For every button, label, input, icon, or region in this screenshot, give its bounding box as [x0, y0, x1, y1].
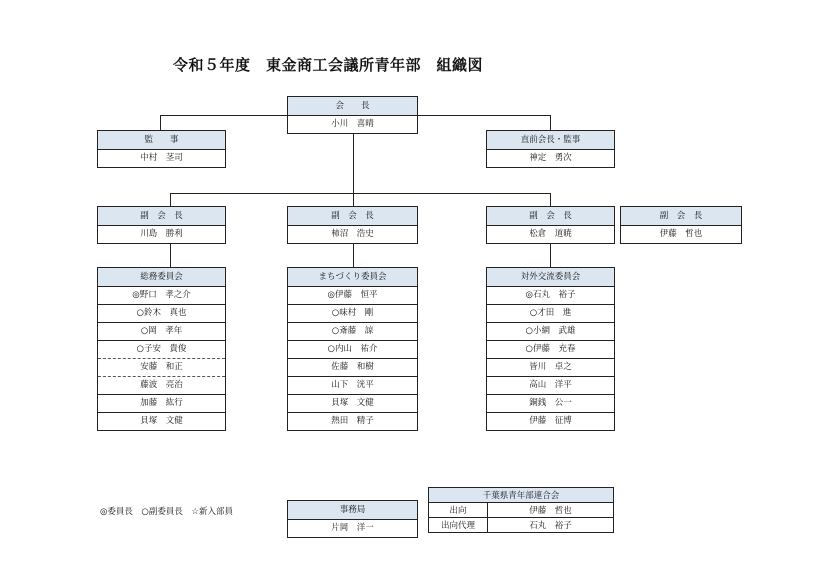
federation-name: 石丸 裕子 [488, 518, 614, 533]
secretariat-header: 事務局 [288, 501, 417, 520]
committee-member: 加藤 紘行 [98, 395, 225, 413]
committee-member: 伊藤 征博 [529, 416, 572, 426]
committee-header: まちづくり委員会 [288, 268, 417, 287]
connector-committee2 [353, 240, 354, 267]
committee-member: ○鈴木 真也 [98, 305, 225, 323]
auditor-box [97, 130, 226, 168]
committee-member: 山下 洸平 [288, 377, 417, 395]
vice-president-header: 副 会 長 [98, 207, 225, 226]
president-name: 小川 喜晴 [331, 119, 374, 129]
committee-header: 総務委員会 [98, 268, 225, 287]
connector-committee1 [170, 240, 171, 267]
committee-member: 高山 洋平 [487, 377, 614, 395]
vice-president-box-4 [620, 206, 742, 244]
connector-vp-horizontal [170, 193, 551, 194]
connector-right-drop [550, 115, 551, 130]
vice-president-name: 川島 勝利 [140, 229, 183, 239]
committee-member: 貝塚 文健 [288, 395, 417, 413]
past-president-name: 神定 勇次 [529, 153, 572, 163]
vice-president-name: 柿沼 浩史 [331, 229, 374, 239]
connector-left-drop [160, 115, 161, 130]
past-president-header: 直前会長・監事 [487, 131, 614, 150]
vice-president-box-2 [287, 206, 418, 244]
secretariat-box [287, 500, 418, 538]
vice-president-name: 松倉 道暁 [529, 229, 572, 239]
table-row [429, 503, 614, 518]
committee-header: 対外交流委員会 [487, 268, 614, 287]
federation-header: 千葉県青年部連合会 [429, 488, 614, 503]
secretariat-name: 片岡 洋一 [331, 523, 374, 533]
vice-president-name: 伊藤 哲也 [659, 229, 703, 239]
committee-member: 熱田 精子 [331, 416, 374, 426]
committee-member: ○岡 孝年 [98, 323, 225, 341]
committee-member: ○伊藤 充春 [487, 341, 614, 359]
table-row [429, 518, 614, 533]
vice-president-header: 副 会 長 [288, 207, 417, 226]
page-title: 令和５年度 東金商工会議所青年部 組織図 [173, 56, 484, 74]
connector-center-vertical [353, 131, 354, 206]
committee-member: 佐藤 和樹 [288, 359, 417, 377]
committee-member: ◎石丸 裕子 [487, 287, 614, 305]
vice-president-box-3 [486, 206, 615, 244]
committee-member: ○内山 祐介 [288, 341, 417, 359]
legend: ◎委員長 ○副委員長 ☆新入部員 [100, 507, 233, 517]
connector-vp1-drop [170, 193, 171, 206]
committee-member: ◎伊藤 恒平 [288, 287, 417, 305]
committee-member: 皆川 卓之 [487, 359, 614, 377]
federation-role: 出向 [429, 503, 488, 518]
committee-member: 藤波 亮治 [98, 377, 225, 395]
president-header: 会 長 [288, 97, 417, 116]
committee-general-affairs [97, 267, 226, 431]
vice-president-box-1 [97, 206, 226, 244]
auditor-name: 中村 茎司 [140, 153, 183, 163]
vice-president-header: 副 会 長 [487, 207, 614, 226]
connector-committee3 [550, 240, 551, 267]
federation-role: 出向代理 [429, 518, 488, 533]
federation-name: 伊藤 哲也 [488, 503, 614, 518]
federation-table [428, 487, 614, 533]
committee-member: ○味村 剛 [288, 305, 417, 323]
committee-member: ○小網 武雄 [487, 323, 614, 341]
past-president-box [486, 130, 615, 168]
committee-external-relations [486, 267, 615, 431]
committee-member: ◎野口 孝之介 [98, 287, 225, 305]
committee-member: ○子安 貴俊 [98, 341, 225, 359]
auditor-header: 監 事 [98, 131, 225, 150]
committee-member: ○才田 進 [487, 305, 614, 323]
committee-town-planning [287, 267, 418, 431]
connector-vp3-drop [550, 193, 551, 206]
committee-member: 貝塚 文健 [140, 416, 183, 426]
committee-member: 銅銭 公一 [487, 395, 614, 413]
committee-member: ○斎藤 諒 [288, 323, 417, 341]
president-box [287, 96, 418, 134]
vice-president-header: 副 会 長 [621, 207, 741, 226]
committee-member: 安藤 和正 [98, 359, 225, 377]
